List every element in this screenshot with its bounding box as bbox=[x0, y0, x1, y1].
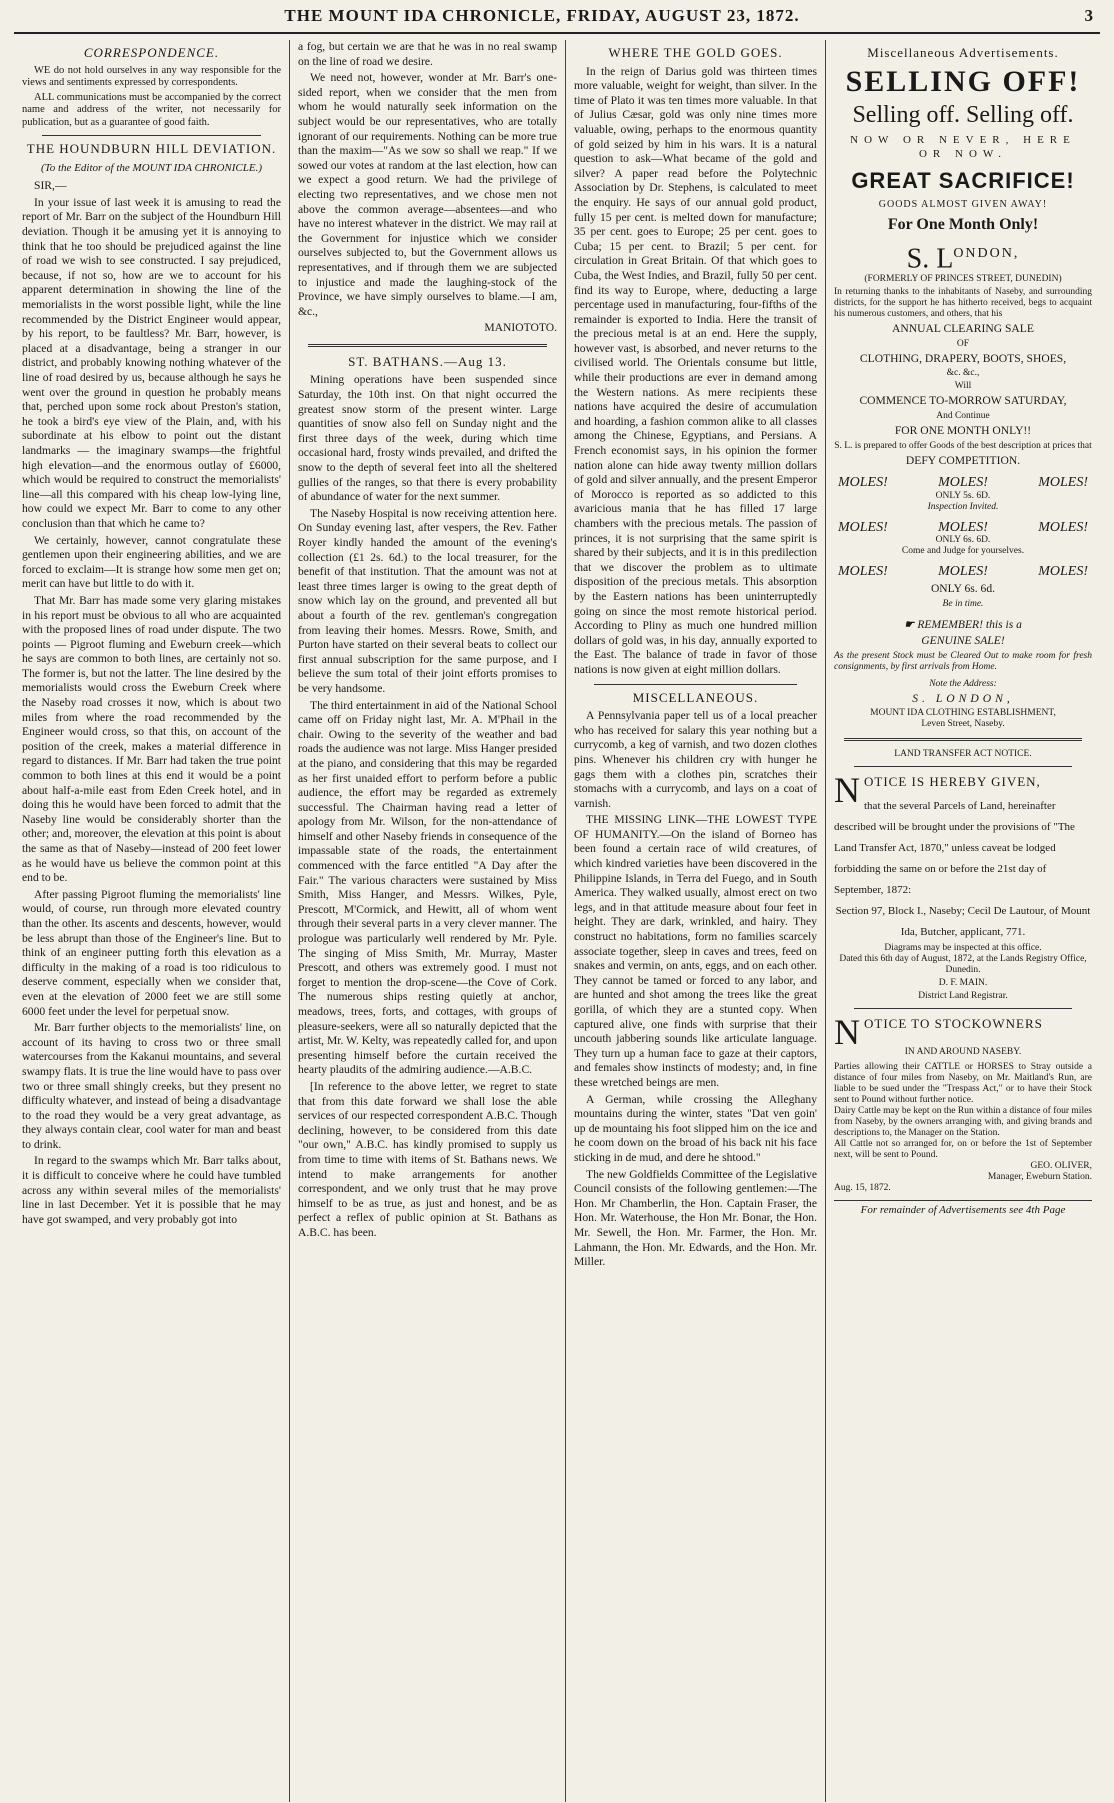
ad-price-3: ONLY 6s. 6d. bbox=[930, 582, 996, 596]
editor-notice-1: WE do not hold ourselves in any way responsible for the views and sentiments expressed by correspondents. bbox=[22, 64, 281, 89]
article-paragraph: A German, while crossing the Alleghany mountains during the winter, states "Dat ven goin' up de mountaing his foot slipped him on the ice and he coom down on the broad of his back nit his face sticking in de mud, and dere he shtood." bbox=[574, 1092, 817, 1164]
letter-paragraph: That Mr. Barr has made some very glaring mistakes in his report must be obvious to all who are acquainted with the proposed lines of road under dispute. The two points — Pigroot fluming and Eweburn creek—which he says are common to both lines, are certainly not so. The former is, but not the latter. The line desired by the memorialists would cross the Eweburn Creek where the Naseby road crosses it now, which is about two miles from where the road recommended by the Engineer would cross, so that this, on account of the position of the creek, makes a material difference in regard to distances. If Mr. Barr had taken the true point common to both lines at this end it would be a point about half-a-mile east from Eden Creek hotel, and in doing this he would have been forced to admit that the Naseby line would be considerably shorter than the other; and, moreover, the elevation at this point is about the same as that of Naseby—instead of 200 feet lower as he would have us believe the common point at this end to be. bbox=[22, 593, 281, 885]
stock-notice-p3: All Cattle not so arranged for, on or before the 1st of September next, will be sent to Pound. bbox=[834, 1139, 1092, 1161]
ad-moles-word: MOLES! bbox=[1038, 564, 1088, 580]
ad-one-month: For One Month Only! bbox=[887, 216, 1039, 234]
ads-footer: For remainder of Advertisements see 4th Page bbox=[834, 1200, 1092, 1218]
divider bbox=[308, 344, 547, 347]
ad-price-2: ONLY 6s. 6D. bbox=[935, 535, 991, 546]
ad-commence: COMMENCE TO-MORROW SATURDAY, bbox=[859, 394, 1067, 408]
land-transfer-heading: LAND TRANSFER ACT NOTICE. bbox=[894, 749, 1032, 760]
column-three bbox=[566, 40, 826, 1802]
ad-will: Will bbox=[954, 381, 972, 392]
editor-notice-2: ALL communications must be accompanied by the correct name and address of the writer, not necessarily for publication, but as a guarantee of good faith. bbox=[22, 91, 281, 128]
ad-address-1: MOUNT IDA CLOTHING ESTABLISHMENT, bbox=[870, 708, 1056, 719]
ad-prepared: S. L. is prepared to offer Goods of the best description at prices that bbox=[834, 440, 1092, 451]
stock-notice-dropcap: N bbox=[834, 1012, 861, 1053]
letter-paragraph: We certainly, however, cannot congratulate these gentlemen upon their engineering abilities, and we are forced to exclaim—It is strange how some men get on; merit can have but little to do with it. bbox=[22, 533, 281, 591]
ad-genuine: GENUINE SALE! bbox=[921, 634, 1005, 648]
ad-moles-row-1 bbox=[838, 476, 1088, 491]
land-notice-title bbox=[834, 770, 1092, 811]
divider bbox=[594, 684, 797, 685]
news-paragraph: The Naseby Hospital is now receiving attention here. On Sunday evening last, after vespers, the Rev. Father Royer kindly handed the amount of the evening's collection (£1 2s. 6d.) to the local treasurer, for the benefit of that institution. That the amount was not at least three times larger is owing to the great depth of snow which lay on the ground, and prevented all but about a fourth of the rev. gentleman's congregation from leaving their homes. Messrs. Rowe, Smith, and Purton have started on their several beats to collect our first annual subscription for the same purpose, and I believe the sum total of their joint efforts promises to be very handsome. bbox=[298, 506, 557, 695]
letter-signature: MANIOTOTO. bbox=[484, 321, 557, 335]
ad-moles-word: MOLES! bbox=[838, 475, 888, 491]
columns bbox=[14, 40, 1100, 1802]
ad-goods-list: CLOTHING, DRAPERY, BOOTS, SHOES, bbox=[859, 351, 1067, 365]
ad-moles-word: MOLES! bbox=[838, 564, 888, 580]
stock-notice-signature: GEO. OLIVER, bbox=[1030, 1161, 1092, 1172]
ad-remember-text: REMEMBER! this is a bbox=[917, 617, 1022, 631]
ad-stock: As the present Stock must be Cleared Out to make room for fresh consignments, by first arrivals from Home. bbox=[834, 650, 1092, 672]
ad-moles-word: MOLES! bbox=[838, 519, 888, 535]
ad-remember bbox=[834, 618, 1092, 633]
article-paragraph: A Pennsylvania paper tell us of a local preacher who has received for salary this year nothing but a currycomb, a keg of varnish, and two dozen clothes pins. Whenever his children cry with hunger he gags them with a clothes pin, scratches their stomachs with a currycomb, and lays on a coat of varnish. bbox=[574, 709, 817, 810]
land-notice-diagrams: Diagrams may be inspected at this office. bbox=[884, 943, 1042, 954]
ad-moles-row-3 bbox=[838, 565, 1088, 580]
ad-moles-word: MOLES! bbox=[938, 519, 988, 535]
article-paragraph: THE MISSING LINK—THE LOWEST TYPE OF HUMANITY.—On the island of Borneo has been found a certain race of wild creatures, of which kindred varieties have been discovered in the Philippine Islands, in Terra del Fuego, and in South America. They walked usually, almost erect on two legs, and in that attitude measure about four feet in height. They are dark, wrinkled, and hairy. They construct no habitations, form no families scarcely associate together, sleep in caves and trees, feed on snakes and vermin, on ants, eggs, and on each other. They cannot be tamed or forced to any labor, and are hunted and shot among the trees like the great gorilla, of which they are a stunted copy. When captured alive, one finds with surprise that their uncouth jabbering sounds like articulate language. They turn up a human face to gaze at their captors, and females show instincts of modesty; and, in fine these wretched beings are men. bbox=[574, 813, 817, 1089]
ad-price-1: ONLY 5s. 6D. bbox=[935, 490, 991, 501]
land-notice-role: District Land Registrar. bbox=[918, 991, 1008, 1002]
page-number: 3 bbox=[1084, 6, 1094, 25]
letter-paragraph: After passing Pigroot fluming the memorialists' line would, of course, run through more elevated country than the other. Its ascents and descents, however, would be less abrupt than those of the Engineer's line. But to think of an engineer putting forth this elevation as a difficulty in the making of a road is too ridiculous to deserve comment, especially when we consider that, even at the elevation of 2000 feet we are still some 6000 feet under the level for perpetual snow. bbox=[22, 887, 281, 1018]
article-paragraph: In the reign of Darius gold was thirteen times more valuable, weight for weight, than silver. In the time of Plato it was ten times more valuable. In that of Julius Cæsar, gold was only nine times more valuable, owing, perhaps to the enormous quantity of gold seized by him in his wars. It is a natural question to ask—What became of the gold and silver? A paper read before the Polytechnic Association by Dr. Stephens, is calculated to meet the enquiry. He says of our annual gold product, fully 15 per cent. is melted down for manufacture; 35 per cent. goes to Europe; 25 per cent. goes to Cuba; 15 per cent. to Brazil; 5 per cent. for circulation in Great Britain. Of that which goes to Cuba, the West Indies, and Brazil, fully 50 per cent. find its way to Europe, where, deducting a large percentage used in manufacturing, four-fifths of the remainder is exported to India. Here the transit of the precious metal is at an end. Here the supply, however vast, is absorbed, and never returns to the civilised world. The Orientals consume but little, while their productions are ever in demand among the Western nations. As mere recipients these nations have acquired the desire of accumulation and hoarding, a fashion common alike to all classes among the Chinese, Egyptians, and Persians. A French economist says, in his opinion the former nation alone can hide away twenty million dollars of gold and silver annually, and the present Emperor of Morocco is reported as so addicted to this avaricious mania that he has filled 17 large chambers with the precious metals. The passion of princes, it is not surprising that the same spirit is shared by their subjects, and it is in this predilection that we discover the problem as to ultimate disposition of the precious metals. This absorption by the Eastern nations has been uninterruptedly going on since the most remote historical period. According to Pliny as much one hundred million dollars of gold was, in his day, annually exported to the East. The balance of trade in favor of those nations is now given at eight million dollars. bbox=[574, 64, 817, 676]
stock-notice-date: Aug. 15, 1872. bbox=[834, 1183, 891, 1194]
masthead-title: THE MOUNT IDA CHRONICLE, FRIDAY, AUGUST 23, 1872. bbox=[284, 6, 800, 25]
correspondence-heading: CORRESPONDENCE. bbox=[83, 45, 220, 60]
ad-address-2: Leven Street, Naseby. bbox=[921, 719, 1005, 730]
divider bbox=[844, 738, 1082, 741]
ad-goods-given-away: GOODS ALMOST GIVEN AWAY! bbox=[878, 198, 1048, 210]
news-paragraph: Mining operations have been suspended since Saturday, the 10th inst. On that night occurred the greatest snow storm of the present winter. Large quantities of snow also fell on Sunday night and the first three days of the week, during which time occasional hard, frosty winds prevailed, and drifted the snow to the depth of several feet into all the sheltered gullies of the ranges, so that there is every probability of abundance of water for the next summer. bbox=[298, 373, 557, 504]
ad-moles-word: MOLES! bbox=[938, 564, 988, 580]
column-correspondence bbox=[14, 40, 290, 1802]
miscellaneous-heading: MISCELLANEOUS. bbox=[632, 689, 759, 705]
ad-now-or-never: NOW OR NEVER, HERE OR NOW. bbox=[850, 133, 1076, 161]
stock-notice-role: Manager, Eweburn Station. bbox=[987, 1172, 1092, 1183]
land-notice-dated: Dated this 6th day of August, 1872, at the Lands Registry Office, Dunedin. bbox=[839, 954, 1087, 976]
pointing-hand-icon: ☛ bbox=[904, 617, 915, 631]
column-two bbox=[290, 40, 566, 1802]
land-notice-section: Section 97, Block I., Naseby; Cecil De Lautour, of Mount Ida, Butcher, applicant, 771. bbox=[835, 905, 1091, 939]
ad-moles-word: MOLES! bbox=[1038, 475, 1088, 491]
advertisements-heading: Miscellaneous Advertisements. bbox=[867, 45, 1059, 60]
land-notice-title-text: OTICE IS HEREBY GIVEN, bbox=[864, 774, 1041, 790]
ad-note-address: Note the Address: bbox=[929, 678, 997, 689]
divider bbox=[42, 135, 261, 136]
news-paragraph: The third entertainment in aid of the National School came off on Friday night last, Mr. A. M'Phail in the chair. Owing to the severity of the weather and bad roads the audience was not large. Miss Hanger presided at the piano, and considering that this may be regarded as her first unaided effort to perform before a public audience, the effort may be regarded as extremely successful. The Chairman having read a letter of apology from Mr. Wilson, for the non-attendance of himself and other Naseby friends in consequence of the impassable state of the roads, the entertainment commenced with the farce entitled "A Day after the Fair." The various characters were sustained by Miss Smith, Miss Hanger, and Messrs. Wilkes, Pyle, Prescott, M'Cormick, and Hewitt, all of whom went through their several parts in a very clever manner. The prologue was particularly well rendered by Mr. Pyle. The singing of Miss Smith, Mr. Murray, Master Prescott, and others was extremely good. I must not forget to mention the drop-scene—the Cove of Cork. The numerous ships resting quietly at anchor, meadows, trees, forts, and cottages, with groups of pleasure-seekers, were all so naturally depicted that the artist, Mr. W. Kelty, was repeatedly called for, and upon presenting himself before the curtain received the hearty plaudits of the admiring audience.—A.B.C. bbox=[298, 698, 557, 1077]
land-notice-body: that the several Parcels of Land, hereinafter described will be brought under the provisions of "The Land Transfer Act, 1870," unless caveat be lodged forbidding the same on or before the 21st day of September, 1872: bbox=[834, 800, 1075, 897]
ad-great-sacrifice: GREAT SACRIFICE! bbox=[851, 167, 1075, 193]
gold-heading: WHERE THE GOLD GOES. bbox=[608, 45, 783, 60]
letter-addressee: (To the Editor of the MOUNT IDA CHRONICLE.) bbox=[40, 161, 263, 174]
stock-notice-p2: Dairy Cattle may be kept on the Run within a distance of four miles from Naseby, by the owners arranging with, and giving brands and descriptions to, the Manager on the Station. bbox=[834, 1106, 1092, 1139]
masthead bbox=[14, 6, 1100, 34]
ad-of: OF bbox=[956, 338, 970, 349]
letter-paragraph: We need not, however, wonder at Mr. Barr's one-sided report, when we consider that the men from whom he would naturally seek information on the subject would be our representatives, who are totally ignorant of our requirements. Nothing can be more true than the maxim—"As we sow so shall we reap." If we sowed our votes at random at the last election, how can we expect a good return. We had the privilege of electing two representatives, and we chose men not above the common average—absentees—and who have no interest whatever in the district. We may rail at the Government for injustice which we consider ourselves subjected to, but the Government allows us representatives, and if through them we are subjected to injustice and made the laughing-stock of the Province, we have simply ourselves to blame.—I am, &c., bbox=[298, 71, 557, 318]
article-paragraph: The new Goldfields Committee of the Legislative Council consists of the following gentlemen:—The Hon. Mr Chamberlin, the Hon. Captain Fraser, the Hon. Mr. Waterhouse, the Hon Mr. Bonar, the Hon. Mr. Sewell, the Hon. Mr. Farmer, the Hon. Mr. Lahmann, the Hon. Mr. Edwards, and the Hon. Mr. Miller. bbox=[574, 1167, 817, 1269]
st-bathans-heading: ST. BATHANS.—Aug 13. bbox=[348, 353, 507, 369]
ad-selling-off-sub: Selling off. Selling off. bbox=[852, 101, 1074, 128]
stock-notice-p1: Parties allowing their CATTLE or HORSES to Stray outside a distance of four miles from Naseby, on Mr. Maitland's Run, are liable to be sued under the "Trespass Act," or to have their Stock sent to Pound without further notice. bbox=[834, 1062, 1092, 1106]
divider bbox=[854, 1008, 1072, 1009]
letter-paragraph: a fog, but certain we are that he was in no real swamp on the line of road we desire. bbox=[298, 40, 557, 68]
ad-body: In returning thanks to the inhabitants of Naseby, and surrounding districts, for the support he has hitherto received, begs to acquaint his numerous customers, and others, that his bbox=[834, 287, 1092, 320]
letter-paragraph: In your issue of last week it is amusing to read the report of Mr. Barr on the subject of the Houndburn Hill deviation. Though it be amusing yet it is annoying to think that he too should be prejudiced against the line of road we wish to see constructed. I say prejudiced, because, if not so, how are we to account for his apparent determination in showing the line of the memorialists in the worst possible light, while the line recommended by the District Engineer would appear, by his report, to be faultless? Mr. Barr, however, is placed at a disadvantage, being a stranger in our district, and probably knowing nothing whatever of the line of road desired by us, because although he says he went over the ground in question he probably means that, perched upon some rock about Preston's station, he took a bird's eye view of the Plain, and, with his subordinate at his elbow to point out the distant landmarks — the imaginary swamps—the frightful high elevation—and the enormous outlay of £6000, which would be required to construct the memorialists' line—all this compared with his cheap low-lying line, how could we expect Mr. Barr to come to any other conclusion than that which he came to? bbox=[22, 195, 281, 530]
land-notice-dropcap: N bbox=[834, 770, 861, 811]
letter-salutation: SIR,— bbox=[34, 179, 67, 193]
ad-moles-word: MOLES! bbox=[938, 475, 988, 491]
ad-moles-row-2 bbox=[838, 521, 1088, 536]
stock-notice-sub: IN AND AROUND NASEBY. bbox=[904, 1047, 1022, 1058]
ad-defy: DEFY COMPETITION. bbox=[905, 453, 1021, 467]
ad-inspection: Inspection Invited. bbox=[927, 501, 999, 512]
ad-continue: And Continue bbox=[936, 411, 990, 422]
column-advertisements bbox=[826, 40, 1100, 1802]
ad-s-london bbox=[834, 239, 1092, 274]
ad-clearing-sale: ANNUAL CLEARING SALE bbox=[892, 322, 1034, 336]
ad-judge: Come and Judge for yourselves. bbox=[901, 546, 1025, 557]
ad-address-name: S. LONDON, bbox=[912, 691, 1014, 705]
news-paragraph: [In reference to the above letter, we regret to state that from this date forward we shall lose the able services of our respected correspondent A.B.C. Though declining, however, to be considered from this date "our own," A.B.C. has kindly promised to supply us from time to time with items of St. Bathans news. We intend to make arrangements for another correspondent, and we only trust that he may prove himself to be as true, as just and honest, and be as perfect a reflex of public opinion at St. Bathans as A.B.C. has been. bbox=[298, 1079, 557, 1239]
letter-title: THE HOUNDBURN HILL DEVIATION. bbox=[26, 141, 277, 157]
ad-l-initial: L bbox=[936, 243, 954, 275]
land-notice-signature: D. F. MAIN. bbox=[938, 978, 988, 989]
letter-paragraph: In regard to the swamps which Mr. Barr talks about, it is difficult to conceive where he could have tumbled across any within several miles of the memorialists' line in last December. Yet it is possible that he may have got swamped, and very probably got into bbox=[22, 1154, 281, 1226]
ad-s-initial: S. bbox=[906, 243, 930, 275]
stock-notice-title-text: OTICE TO STOCKOWNERS bbox=[864, 1016, 1043, 1032]
ad-moles-word: MOLES! bbox=[1038, 519, 1088, 535]
ad-in-time: Be in time. bbox=[942, 598, 984, 609]
ad-formerly: (FORMERLY OF PRINCES STREET, DUNEDIN) bbox=[864, 274, 1062, 285]
letter-paragraph: Mr. Barr further objects to the memorialists' line, on account of its having to cross two or three small watercourses from the Kakanui mountains, and several swampy flats. It is true the line would have to pass over two or three small shingly creeks, but they present no difficulty whatever, and instead of being a disadvantage to the road they would be a very great advantage, as they always contain clear, cool water for man and beast to drink. bbox=[22, 1021, 281, 1151]
ad-etc: &c. &c., bbox=[946, 368, 980, 379]
ad-selling-off: SELLING OFF! bbox=[845, 64, 1081, 98]
divider bbox=[854, 766, 1072, 767]
ad-one-month-only: FOR ONE MONTH ONLY!! bbox=[894, 424, 1032, 438]
ad-name-rest: ONDON, bbox=[953, 245, 1020, 261]
